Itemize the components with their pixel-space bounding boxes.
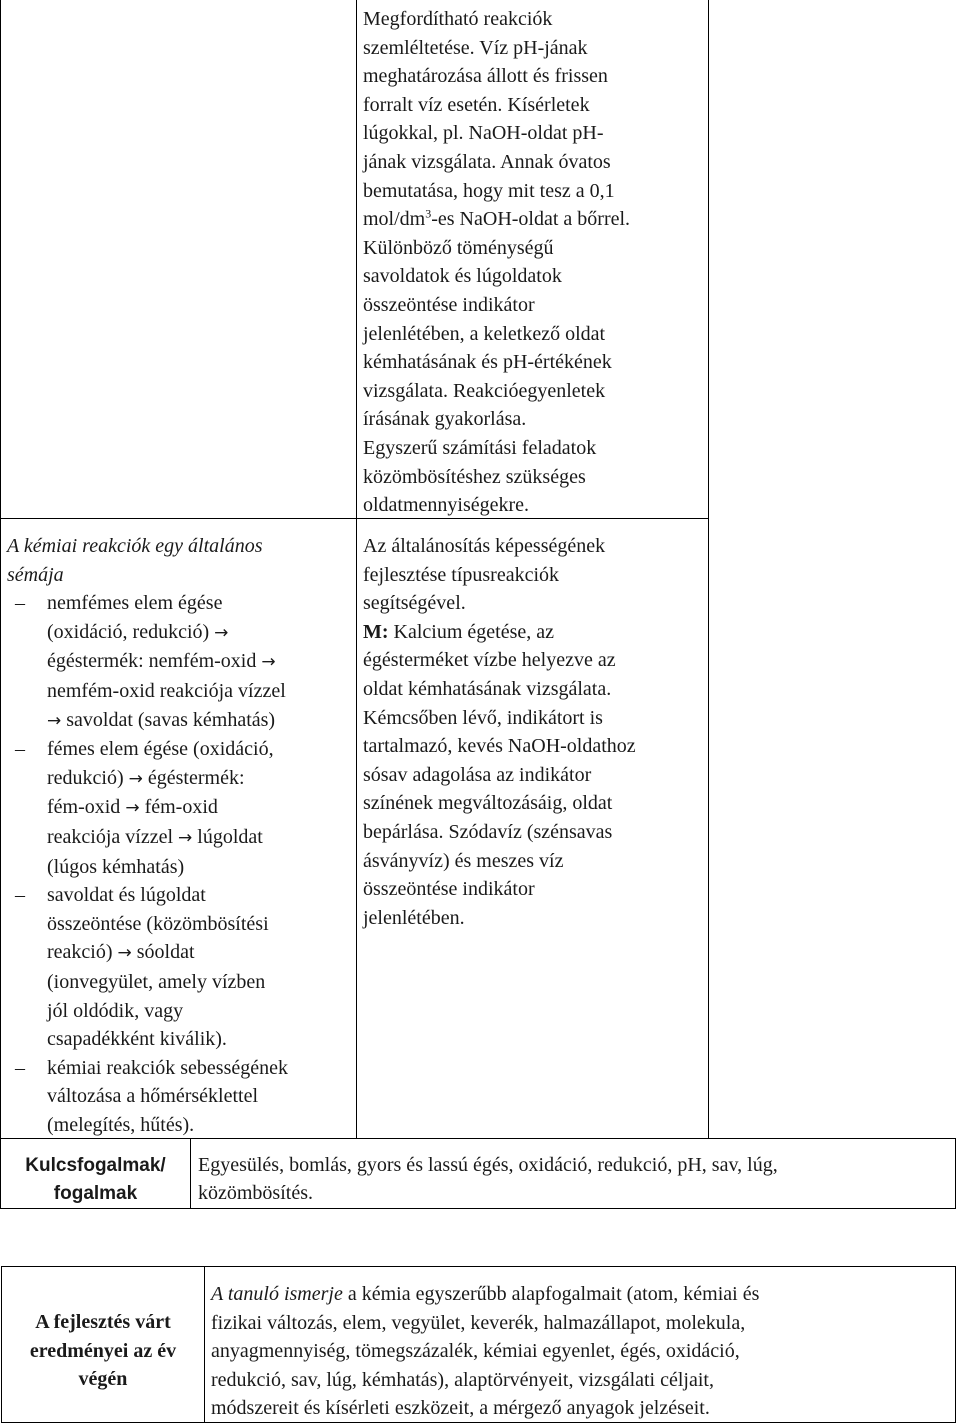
outcomes-text bbox=[211, 1280, 953, 1423]
text-line: bepárlása. Szódavíz (szénsavas bbox=[363, 820, 613, 843]
arrow-icon: → bbox=[261, 652, 276, 673]
bullet-dash: – bbox=[15, 592, 25, 615]
schema-bullet-metal bbox=[7, 735, 353, 881]
text-line: fogalmak bbox=[53, 1183, 138, 1204]
text-line: (lúgos kémhatás) bbox=[47, 855, 185, 878]
text-line: (ionvegyület, amely vízben bbox=[47, 970, 266, 993]
text-line: összeöntése indikátor bbox=[363, 878, 535, 901]
text-line: Kulcsfogalmak/ bbox=[25, 1155, 166, 1176]
text-line: csapadékként kiválik). bbox=[47, 1028, 227, 1051]
arrow-icon: → bbox=[128, 768, 143, 789]
text-line bbox=[363, 618, 705, 647]
text-line: jól oldódik, vagy bbox=[47, 999, 184, 1022]
text-line bbox=[47, 938, 353, 968]
text-line: jelenlétében, a keletkező oldat bbox=[363, 322, 606, 345]
italic-lead: A tanuló ismerje bbox=[211, 1283, 343, 1305]
text-line: összeöntése indikátor bbox=[363, 293, 535, 316]
text-line: oldatmennyiségekre. bbox=[363, 494, 530, 517]
text-line bbox=[47, 618, 353, 648]
arrow-icon: → bbox=[125, 798, 140, 819]
text-line: kémhatásának és pH-értékének bbox=[363, 351, 612, 374]
schema-bullet-reaction-rate bbox=[7, 1054, 353, 1140]
text-line: összeöntése (közömbösítési bbox=[47, 912, 269, 935]
text-line: végén bbox=[78, 1368, 128, 1390]
text-fragment: fém-oxid bbox=[47, 796, 121, 819]
right-top-text bbox=[363, 5, 705, 520]
text-fragment: sóoldat bbox=[136, 941, 195, 964]
schema-bullet-nonmetal bbox=[7, 589, 353, 735]
mol-line bbox=[363, 205, 705, 234]
text-line: Kémcsőben lévő, indikátort is bbox=[363, 706, 603, 729]
reaction-schema bbox=[7, 532, 353, 1139]
text-line: jának vizsgálata. Annak óvatos bbox=[363, 150, 611, 173]
arrow-icon: → bbox=[117, 943, 132, 964]
text-line: színének megváltozásáig, oldat bbox=[363, 792, 613, 815]
text-line: írásának gyakorlása. bbox=[363, 408, 527, 431]
m-label: M: bbox=[363, 620, 389, 643]
schema-heading-line: A kémiai reakciók egy általános bbox=[7, 535, 263, 557]
text-fragment: Kalcium égetése, az bbox=[388, 620, 555, 643]
text-line: segítségével. bbox=[363, 592, 466, 615]
text-line: közömbösítéshez szükséges bbox=[363, 465, 586, 488]
text-line: vizsgálata. Reakcióegyenletek bbox=[363, 379, 606, 402]
text-line: Egyszerű számítási feladatok bbox=[363, 436, 597, 459]
text-line: anyagmennyiség, tömegszázalék, kémiai egyenlet, égés, oxidáció, bbox=[211, 1340, 740, 1362]
outcomes-label bbox=[1, 1308, 205, 1394]
arrow-icon: → bbox=[178, 827, 193, 848]
text-fragment: reakciója vízzel bbox=[47, 825, 174, 848]
text-line: lúgokkal, pl. NaOH-oldat pH- bbox=[363, 122, 604, 145]
text-line: bemutatása, hogy mit tesz a 0,1 bbox=[363, 179, 615, 202]
text-line: szemléltetése. Víz pH-jának bbox=[363, 36, 588, 59]
text-fragment: mol/dm bbox=[363, 208, 426, 231]
text-line: redukció, sav, lúg, kémhatás), alaptörvényeit, vizsgálati céljait, bbox=[211, 1368, 714, 1391]
text-line: eredményei az év bbox=[29, 1339, 177, 1362]
text-line: Az általánosítás képességének bbox=[363, 535, 606, 557]
arrow-icon: → bbox=[47, 710, 62, 731]
key-concepts-label bbox=[0, 1152, 191, 1208]
text-line bbox=[47, 764, 353, 794]
text-fragment: fém-oxid bbox=[144, 796, 218, 819]
text-fragment: égéstermék: nemfém-oxid bbox=[47, 650, 257, 673]
bullet-dash: – bbox=[15, 1056, 25, 1079]
text-line bbox=[47, 793, 353, 823]
text-line: változása a hőmérséklettel bbox=[47, 1085, 259, 1108]
text-line: fejlesztése típusreakciók bbox=[363, 563, 560, 586]
text-fragment: égéstermék: bbox=[147, 766, 245, 789]
text-line: oldat kémhatásának vizsgálata. bbox=[363, 677, 612, 700]
text-line bbox=[47, 706, 353, 736]
text-line: forralt víz esetén. Kísérletek bbox=[363, 93, 590, 116]
superscript: 3 bbox=[425, 206, 432, 221]
text-line: égésterméket vízbe helyezve az bbox=[363, 649, 616, 672]
text-line bbox=[47, 647, 353, 677]
text-line: közömbösítés. bbox=[198, 1182, 313, 1204]
arrow-icon: → bbox=[214, 622, 229, 643]
text-line bbox=[211, 1280, 953, 1309]
text-line: meghatározása állott és frissen bbox=[363, 65, 608, 88]
text-line: A fejlesztés várt bbox=[35, 1311, 171, 1333]
text-fragment: (oxidáció, redukció) bbox=[47, 620, 210, 643]
text-line: Megfordítható reakciók bbox=[363, 8, 553, 30]
text-line bbox=[47, 823, 353, 853]
text-line: kémiai reakciók sebességének bbox=[47, 1056, 289, 1079]
text-line: nemfémes elem égése bbox=[47, 592, 223, 615]
text-line: Egyesülés, bomlás, gyors és lassú égés, oxidáció, redukció, pH, sav, lúg, bbox=[198, 1154, 778, 1176]
text-line: (melegítés, hűtés). bbox=[47, 1113, 195, 1136]
text-line: savoldatok és lúgoldatok bbox=[363, 265, 562, 288]
text-line: Különböző töménységű bbox=[363, 236, 554, 259]
text-fragment: lúgoldat bbox=[197, 825, 263, 848]
bullet-dash: – bbox=[15, 738, 25, 761]
left-column-top-cell bbox=[0, 0, 357, 518]
schema-bullet-neutralization bbox=[7, 881, 353, 1054]
key-concepts-text bbox=[198, 1151, 952, 1207]
text-fragment: a kémia egyszerűbb alapfogalmait (atom, kémiai és bbox=[342, 1283, 760, 1305]
text-fragment: savoldat (savas kémhatás) bbox=[66, 708, 276, 731]
schema-heading-line: sémája bbox=[7, 563, 64, 586]
text-line: módszereit és kísérleti eszközeit, a mérgező anyagok jelzéseit. bbox=[211, 1397, 710, 1419]
text-fragment: reakció) bbox=[47, 941, 113, 964]
text-line: savoldat és lúgoldat bbox=[47, 884, 206, 907]
text-line: jelenlétében. bbox=[363, 906, 465, 929]
text-line: nemfém-oxid reakciója vízzel bbox=[47, 679, 286, 702]
text-line: sósav adagolása az indikátor bbox=[363, 763, 592, 786]
text-fragment: -es NaOH-oldat a bőrrel. bbox=[431, 208, 631, 231]
text-line: fizikai változás, elem, vegyület, keverék, halmazállapot, molekula, bbox=[211, 1311, 746, 1334]
right-mid-text bbox=[363, 532, 705, 932]
text-line: ásványvíz) és meszes víz bbox=[363, 849, 564, 872]
bullet-dash: – bbox=[15, 884, 25, 907]
text-line: fémes elem égése (oxidáció, bbox=[47, 738, 274, 761]
text-fragment: redukció) bbox=[47, 766, 124, 789]
text-line: tartalmazó, kevés NaOH-oldathoz bbox=[363, 735, 636, 758]
